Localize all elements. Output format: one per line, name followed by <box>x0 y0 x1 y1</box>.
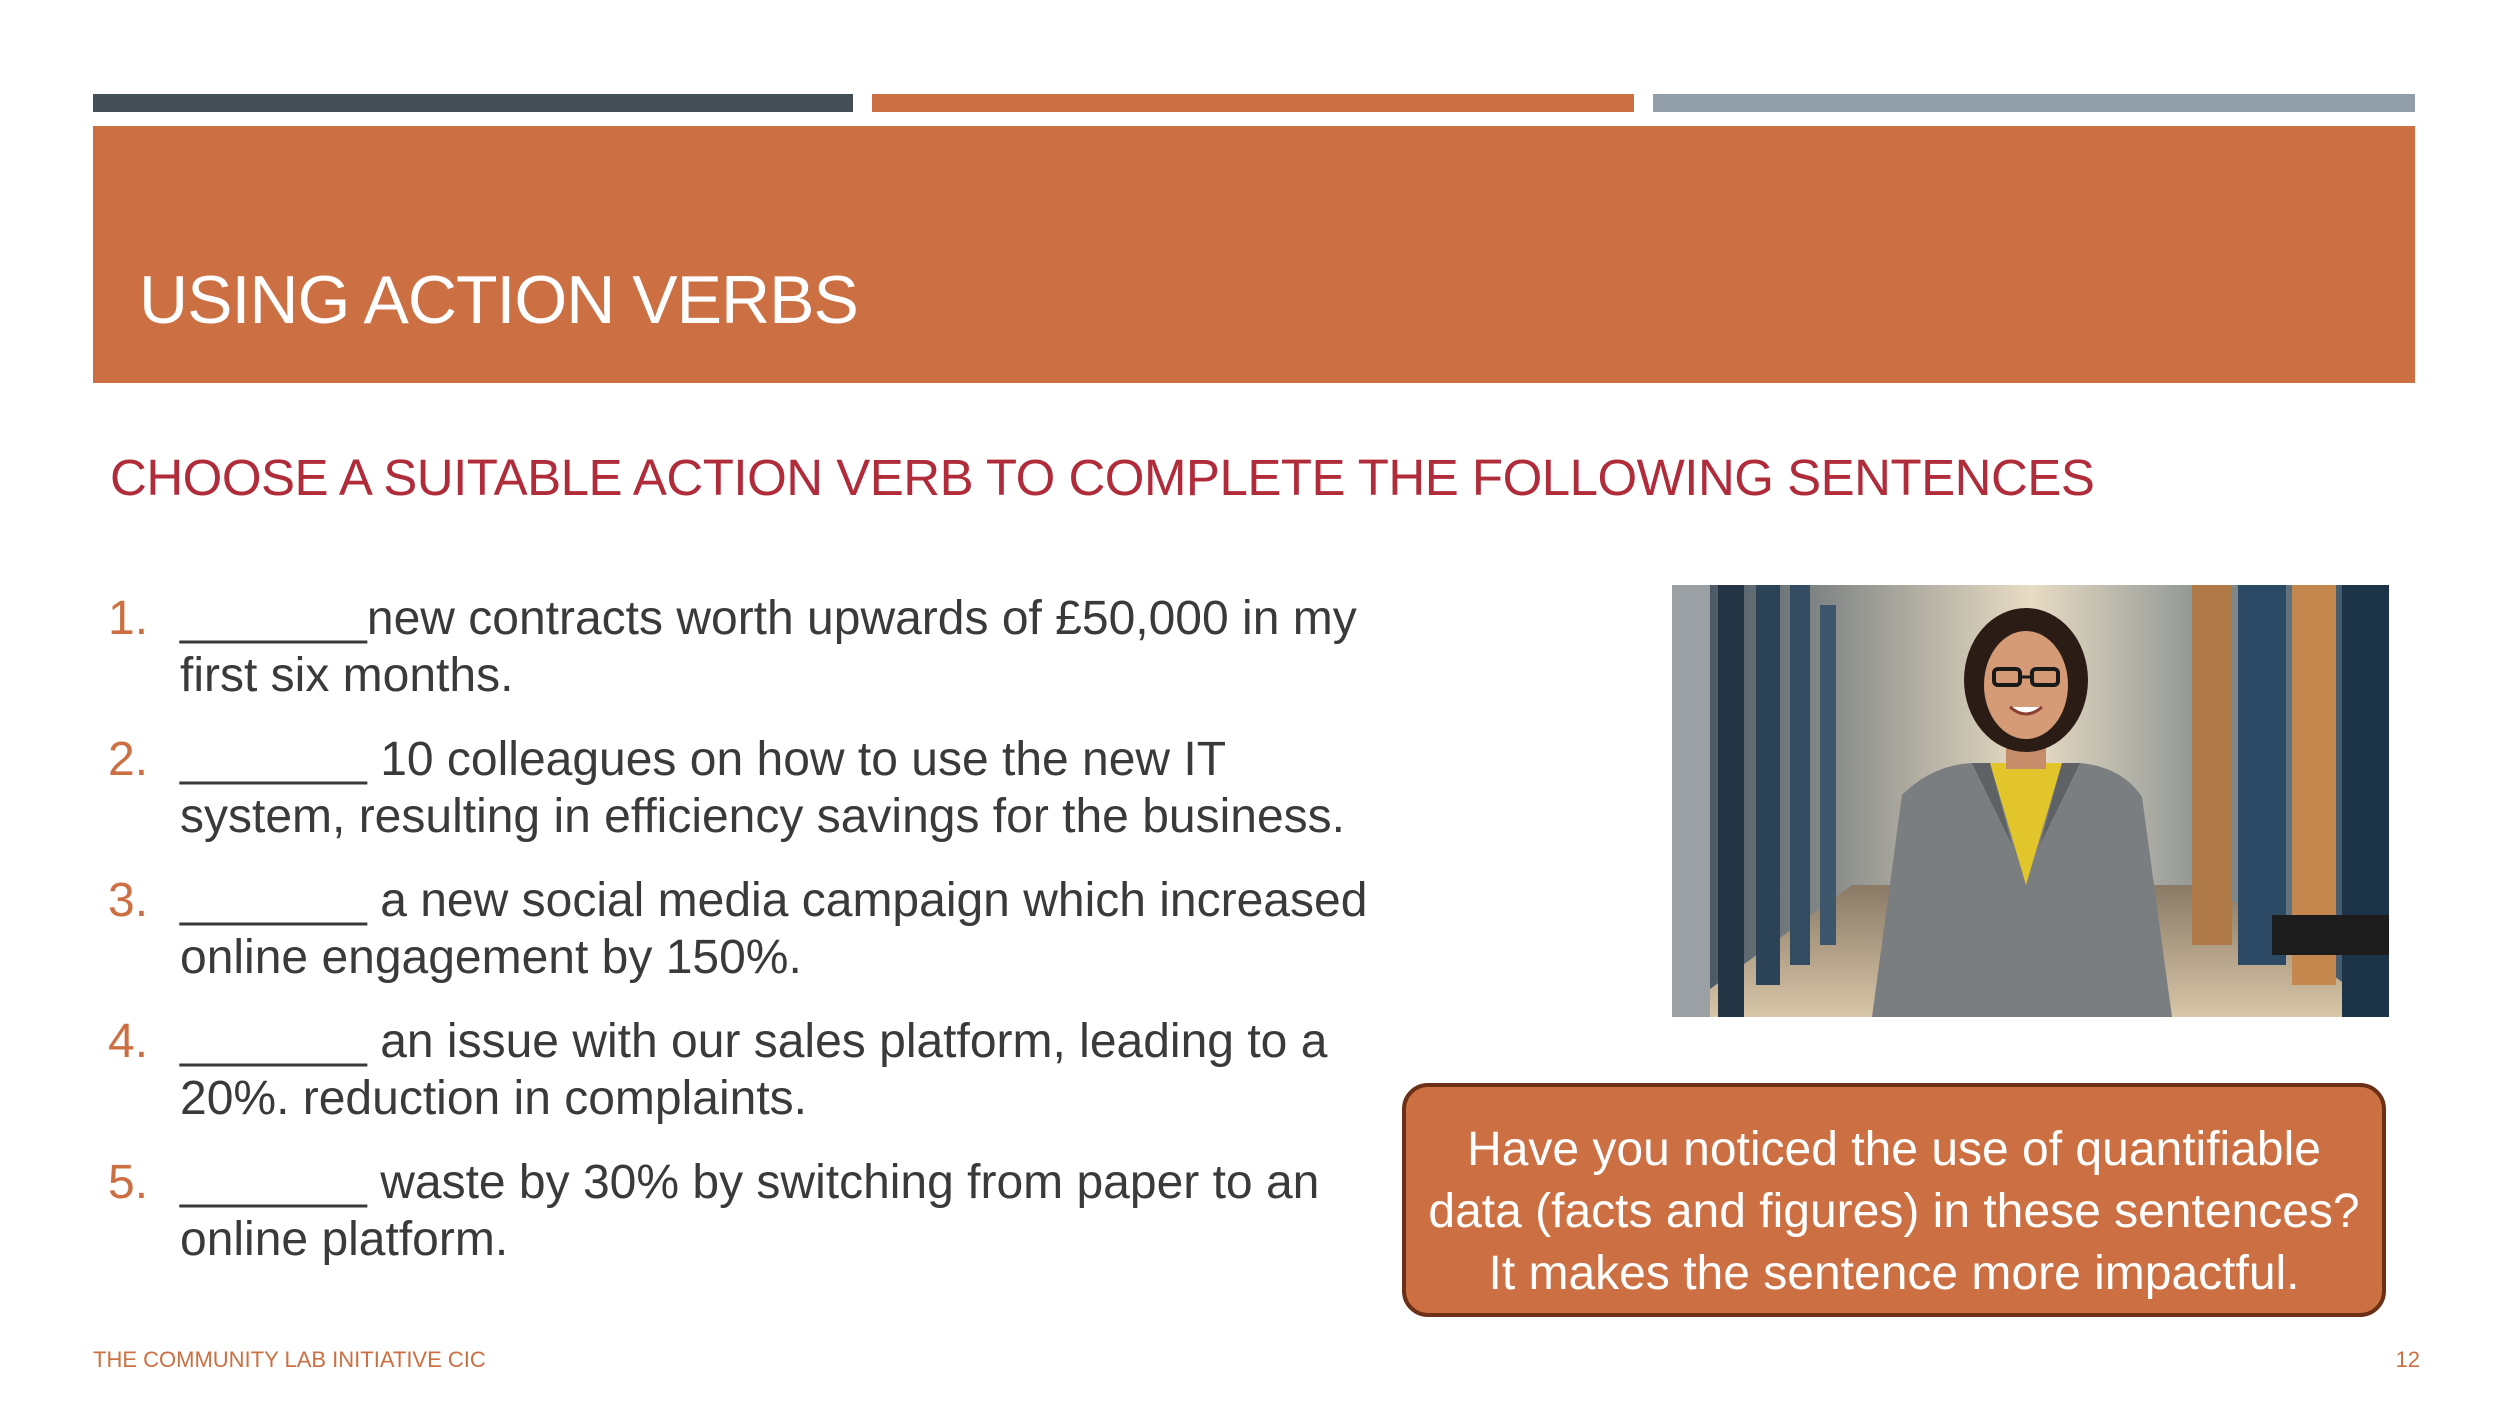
list-item-text: _______new contracts worth upwards of £50,000 in my first six months. <box>180 592 1357 702</box>
list-item-text: _______ an issue with our sales platform, leading to a 20%. reduction in complaints. <box>180 1015 1328 1125</box>
callout-line-1: Have you noticed the use of quantifiable <box>1467 1123 2321 1176</box>
footer-organization: THE COMMUNITY LAB INITIATIVE CIC <box>93 1347 486 1372</box>
list-item <box>108 731 1368 845</box>
slide-subtitle: CHOOSE A SUITABLE ACTION VERB TO COMPLETE THE FOLLOWING SENTENCES <box>110 449 2095 506</box>
list-item <box>108 1013 1368 1127</box>
list-item-text: _______ waste by 30% by switching from paper to an online platform. <box>180 1156 1320 1266</box>
list-item-number: 3. <box>108 874 149 927</box>
page-number: 12 <box>2395 1347 2420 1372</box>
list-item <box>108 1154 1368 1268</box>
list-item-number: 1. <box>108 592 149 645</box>
accent-bar-orange <box>872 94 1634 112</box>
accent-bar-grey <box>1653 94 2415 112</box>
list-item-text: _______ a new social media campaign which increased online engagement by 150%. <box>180 874 1368 984</box>
list-item-text: _______ 10 colleagues on how to use the new IT system, resulting in efficiency savings for the business. <box>180 733 1345 843</box>
title-band <box>93 126 2415 383</box>
list-item <box>108 590 1368 704</box>
callout-box <box>1402 1083 2386 1317</box>
accent-bar-dark <box>93 94 853 112</box>
list-item-number: 5. <box>108 1156 149 1209</box>
list-item-number: 2. <box>108 733 149 786</box>
slide-title: USING ACTION VERBS <box>139 262 858 338</box>
sentence-list <box>108 590 1368 1295</box>
callout-line-3: It makes the sentence more impactful. <box>1488 1247 2300 1300</box>
callout-line-2: data (facts and figures) in these sentences? <box>1428 1185 2360 1238</box>
businesswoman-portrait-image <box>1672 585 2389 1017</box>
list-item <box>108 872 1368 986</box>
list-item-number: 4. <box>108 1015 149 1068</box>
photo-illustration <box>1672 585 2389 1017</box>
